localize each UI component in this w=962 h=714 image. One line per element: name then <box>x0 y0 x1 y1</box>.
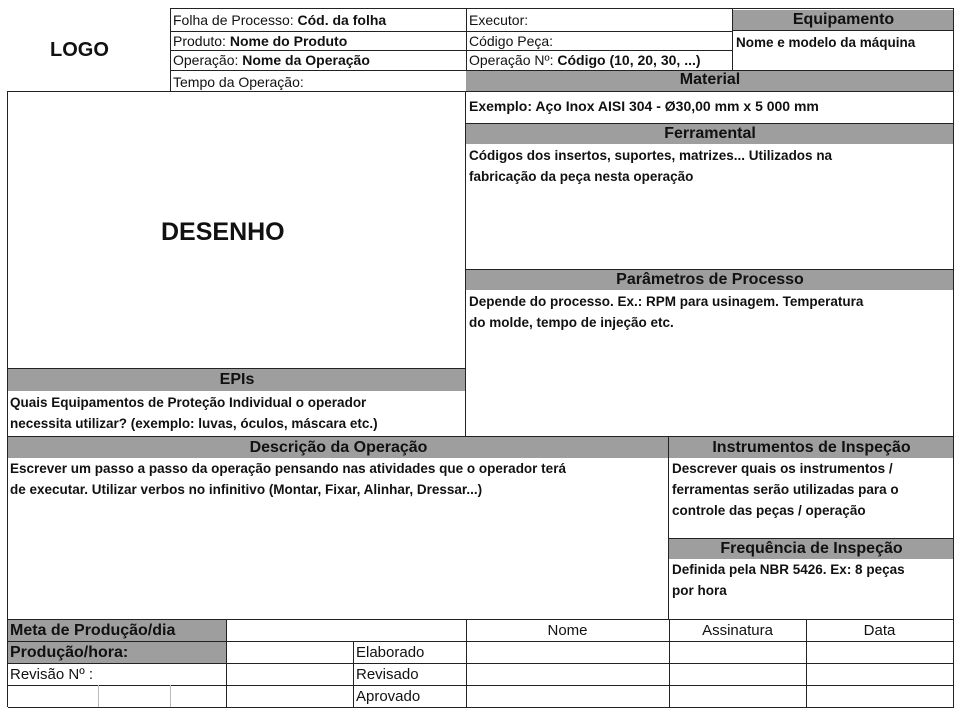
tempo-operacao-label: Tempo da Operação: <box>173 74 304 90</box>
ferramental-text[interactable] <box>469 145 832 187</box>
logo: LOGO <box>50 39 109 61</box>
instrumentos-line-3: controle das peças / operação <box>672 503 866 518</box>
frequencia-header: Frequência de Inspeção <box>669 539 954 559</box>
revisao-label: Revisão Nº : <box>10 666 94 683</box>
operacao-n-value[interactable]: Código (10, 20, 30, ...) <box>557 52 701 68</box>
epis-text[interactable] <box>10 392 378 434</box>
folha-value[interactable]: Cód. da folha <box>297 12 387 28</box>
epis-line-2: necessita utilizar? (exemplo: luvas, óculos, máscara etc.) <box>10 416 378 431</box>
material-text[interactable]: Exemplo: Aço Inox AISI 304 - Ø30,00 mm x 5 000 mm <box>469 98 819 114</box>
descricao-header: Descrição da Operação <box>8 437 669 458</box>
parametros-line-2: do molde, tempo de injeção etc. <box>469 315 674 330</box>
parametros-header: Parâmetros de Processo <box>466 270 954 290</box>
descricao-line-2: de executar. Utilizar verbos no infinitivo (Montar, Fixar, Alinhar, Dressar...) <box>10 482 483 497</box>
ferramental-line-1: Códigos dos insertos, suportes, matrizes... Utilizados na <box>469 148 833 163</box>
epis-line-1: Quais Equipamentos de Proteção Individual o operador <box>10 395 367 410</box>
row-elaborado: Elaborado <box>356 644 425 661</box>
equipamento-header: Equipamento <box>733 10 954 30</box>
descricao-text[interactable] <box>10 458 566 500</box>
instrumentos-text[interactable] <box>672 458 899 521</box>
operacao-label: Operação: <box>173 52 243 68</box>
operacao-n-label: Operação Nº: <box>469 52 558 68</box>
operacao-value[interactable]: Nome da Operação <box>242 52 370 68</box>
parametros-text[interactable] <box>469 291 863 333</box>
frequencia-line-2: por hora <box>672 583 727 598</box>
frequencia-line-1: Definida pela NBR 5426. Ex: 8 peças <box>672 562 905 577</box>
produto-value[interactable]: Nome do Produto <box>229 33 348 49</box>
executor-label: Executor: <box>469 12 529 28</box>
parametros-line-1: Depende do processo. Ex.: RPM para usinagem. Temperatura <box>469 294 864 309</box>
row-revisado: Revisado <box>356 666 419 683</box>
ferramental-line-2: fabricação da peça nesta operação <box>469 169 694 184</box>
operacao <box>173 51 370 70</box>
row-aprovado: Aprovado <box>356 688 421 705</box>
instrumentos-header: Instrumentos de Inspeção <box>669 437 954 458</box>
instrumentos-line-1: Descrever quais os instrumentos / <box>672 461 893 476</box>
folha-de-processo <box>173 11 386 30</box>
ferramental-header: Ferramental <box>466 124 954 144</box>
epis-header: EPIs <box>8 369 466 391</box>
instrumentos-line-2: ferramentas serão utilizadas para o <box>672 482 899 497</box>
material-header: Material <box>466 70 954 91</box>
desenho-label: DESENHO <box>161 218 285 246</box>
producao-hora-label: Produção/hora: <box>10 644 129 661</box>
operacao-numero <box>469 51 701 70</box>
frequencia-text[interactable] <box>672 559 905 601</box>
col-nome: Nome <box>547 622 588 639</box>
meta-producao-label: Meta de Produção/dia <box>10 622 176 639</box>
col-data: Data <box>863 622 896 639</box>
codigo-peca-label: Código Peça: <box>469 33 554 49</box>
descricao-line-1: Escrever um passo a passo da operação pensando nas atividades que o operador terá <box>10 461 566 476</box>
col-assinatura: Assinatura <box>702 622 773 639</box>
produto <box>173 32 347 51</box>
produto-label: Produto: <box>173 33 230 49</box>
equipamento-text[interactable]: Nome e modelo da máquina <box>736 35 916 50</box>
folha-label: Folha de Processo: <box>173 12 298 28</box>
